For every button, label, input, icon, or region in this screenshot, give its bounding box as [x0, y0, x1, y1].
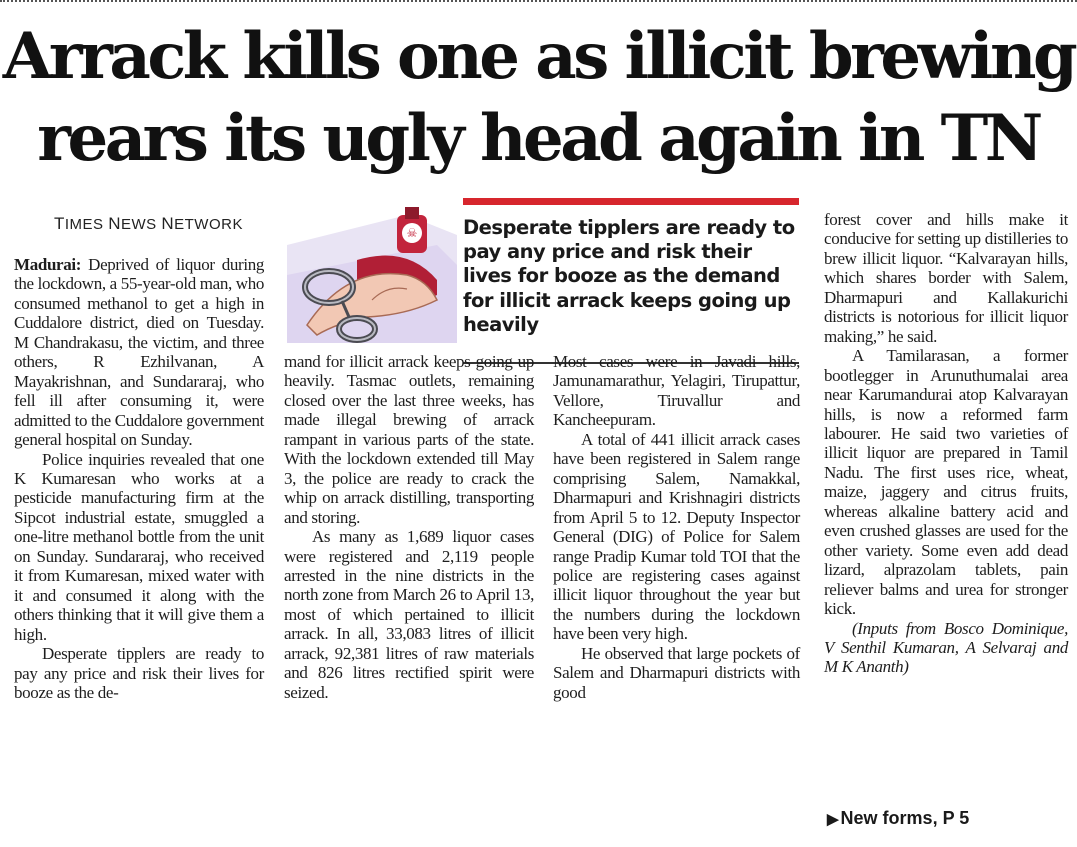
paragraph: He observed that large pockets of Salem and Dharmapuri districts with good — [553, 643, 800, 702]
handcuffs-bottle-illustration — [287, 205, 457, 343]
paragraph: A total of 441 illicit arrack cases have been registered in Salem range comprising Salem, Namakkal, Dharmapuri and Krishnagiri districts from April 5 to 12. Deputy Inspector General (DIG) of Police for Salem range Pradip Kumar told TOI that the police are registering cases against illicit liquor throughout the year but the numbers during the lockdown have been very high. — [553, 429, 800, 644]
headline-line-2: rears its ugly head again in TN — [37, 101, 1040, 176]
byline: TIMES NEWS NETWORK — [54, 214, 243, 233]
svg-text:☠: ☠ — [406, 226, 418, 240]
article-column-3 — [553, 352, 800, 702]
pull-quote-red-rule — [463, 198, 799, 205]
reporter-credit: (Inputs from Bosco Dominique, V Senthil Kumaran, A Selvaraj and M K Ananth) — [824, 618, 1068, 677]
paragraph: Madurai: Deprived of liquor during the lockdown, a 55-year-old man, who consumed methanol to get a high in Cuddalore district, died on Tuesday. M Chandrakasu, the victim, and three others, R Ezhilvanan, A Mayakrishnan, and Sundararaj, who fell ill after consuming it, were admitted to the Cuddalore government general hospital on Sunday. — [14, 255, 265, 450]
paragraph: A Tamilarasan, a former bootlegger in Arunuthumalai area near Karumandurai atop Kalvarayan hills, is now a reformed farm labourer. He said two varieties of illicit liquor are prepared in Tamil Nadu. The first uses rice, wheat, maize, jaggery and citrus fruits, whereas alkaline battery acid and even crushed glasses are used for the other variety. Some even add dead lizard, alprazolam tablets, pain reliever balms and urea for stronger kick. — [824, 346, 1068, 619]
paragraph: Most cases were in Javadi hills, Jamunamarathur, Yelagiri, Tirupattur, Vellore, Tiruvallur and Kancheepuram. — [553, 352, 800, 430]
jump-link[interactable] — [827, 808, 969, 829]
jump-label: New forms, P 5 — [840, 808, 970, 828]
headline — [0, 16, 1077, 180]
play-arrow-icon: ▶ — [827, 811, 839, 828]
paragraph: Desperate tipplers are ready to pay any price and risk their lives for booze as the de- — [14, 644, 264, 702]
pull-quote: Desperate tipplers are ready to pay any price and risk their lives for booze as the demand for illicit arrack keeps going up heavily — [463, 216, 795, 336]
article-column-4 — [824, 210, 1068, 677]
paragraph: As many as 1,689 liquor cases were registered and 2,119 people arrested in the nine districts in the north zone from March 26 to April 13, most of which pertained to illicit arrack. In all, 33,083 litres of illicit arrack, 92,381 litres of raw materials and 826 litres rectified spirit were seized. — [284, 527, 534, 702]
paragraph: Police inquiries revealed that one K Kumaresan who works at a pesticide manufacturing firm at the Sipcot industrial estate, smuggled a one-litre methanol bottle from the unit on Sunday. Sundararaj, who received it from Kumaresan, mixed water with it and consumed it along with the others thinking that it will give them a high. — [14, 449, 264, 644]
top-dotted-border — [0, 0, 1077, 5]
headline-line-1: Arrack kills one as illicit brewing — [2, 19, 1075, 94]
article-column-1 — [14, 255, 264, 702]
dateline: Madurai: — [14, 255, 82, 274]
article-column-2 — [284, 352, 534, 702]
paragraph: forest cover and hills make it conducive for setting up distilleries to brew illicit liquor. “Kalvarayan hills, which shares border with Salem, Dharmapuri and Kallakurichi districts is notorious for illicit liquor making,” he said. — [824, 210, 1068, 346]
paragraph: mand for illicit arrack keeps going up heavily. Tasmac outlets, remaining closed over the last three weeks, has made illegal brewing of arrack rampant in various parts of the state. With the lockdown extended till May 3, the police are ready to crack the whip on arrack distilling, transporting and storing. — [284, 352, 534, 527]
